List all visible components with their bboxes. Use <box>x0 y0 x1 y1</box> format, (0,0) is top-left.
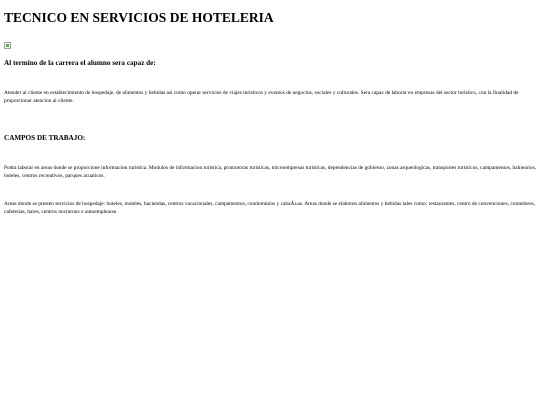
intro-heading: Al termino de la carrera el alumno sera capaz de: <box>4 59 156 67</box>
fields-heading: CAMPOS DE TRABAJO: <box>4 134 86 143</box>
fields-paragraph-1: Podra laborar en areas donde se proporcione informacion turistica. Modulos de informacion turistica, promotoras turisticas, microempresas turisticas, dependencias de gobierno, zonas arqueologicas, transportes turisticos, campamentos, balnearios, hoteles, centros recreativos, parques acuaticos. <box>4 165 537 179</box>
page-title: TECNICO EN SERVICIOS DE HOTELERIA <box>4 10 274 25</box>
fields-paragraph-2: Areas donde se presten servicios de hospedaje: hoteles, moteles, haciendas, centros vacacionales, campamentos, condominios y cabaÃ±as. Areas donde se elaboren alimentos y bebidas tales como: restaurantes, centro de convenciones, comedores, cafeterias, bares, centros nocturnos o autoemplearse. <box>4 201 536 215</box>
broken-image-icon <box>4 42 11 49</box>
intro-paragraph: Atender al cliente en establecimiento de hospedaje, de alimentos y bebidas asi como operar servicios de viajes turisticos y eventos de negocios, sociales y culturales. Sera capaz de laborar en empresas del sector turistico, con la finalidad de proporcionar atencion al cliente. <box>4 90 519 104</box>
